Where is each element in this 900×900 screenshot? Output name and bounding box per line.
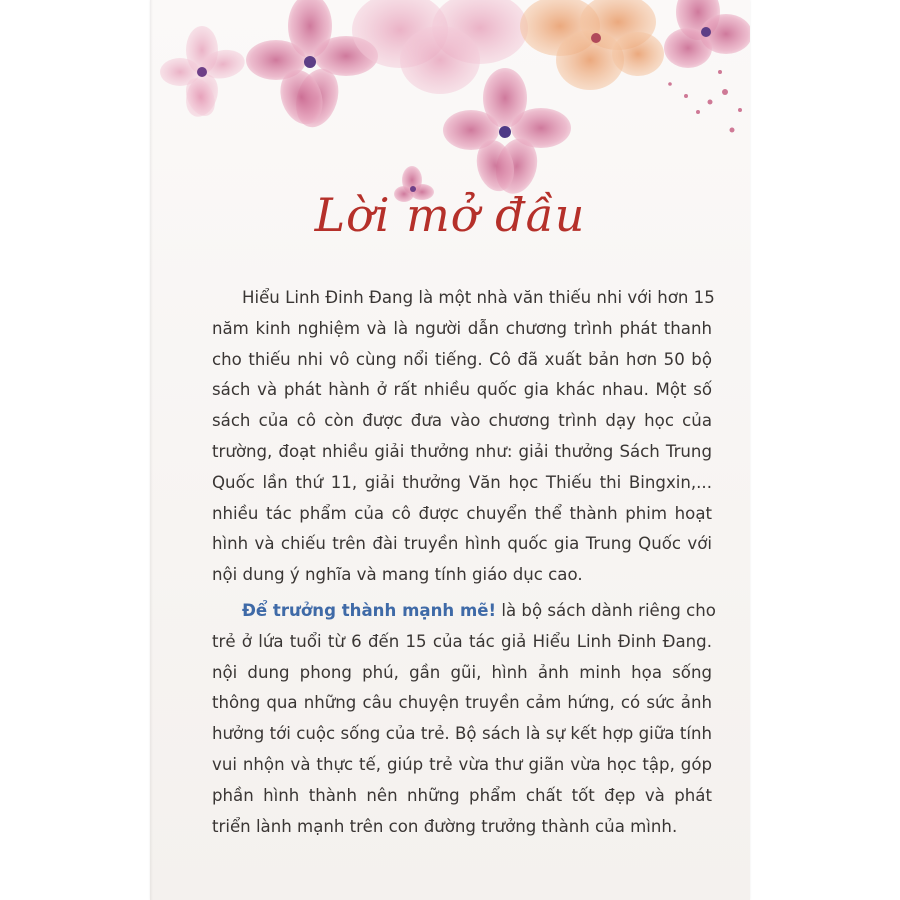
paragraph1-line: nhiều tác phẩm của cô được chuyển thể thành phim hoạt [212, 503, 712, 523]
paragraph1-line: hình và chiếu trên đài truyền hình quốc gia Trung Quốc với [212, 534, 712, 554]
paragraph1-line: Hiểu Linh Đinh Đang là một nhà văn thiếu nhi với hơn 15 [242, 288, 715, 307]
paragraph2-line: thông qua những câu chuyện truyền cảm hứng, có sức ảnh [212, 693, 712, 713]
paragraph2-line: nội dung phong phú, gần gũi, hình ảnh minh họa sống [212, 662, 712, 682]
paragraph2-line: hưởng tới cuộc sống của trẻ. Bộ sách là sự kết hợp giữa tính [212, 724, 712, 744]
paragraph2-first-line [212, 596, 716, 627]
paragraph2-first-line-rest: là bộ sách dành riêng cho [496, 600, 716, 620]
paragraph2-line: vui nhộn và thực tế, giúp trẻ vừa thư giãn vừa học tập, góp [212, 754, 712, 774]
paragraph1-line: sách và phát hành ở rất nhiều quốc gia khác nhau. Một số [212, 380, 712, 400]
paint-dots [668, 70, 742, 133]
body-text [212, 283, 716, 842]
paragraph1-line: trường, đoạt nhiều giải thưởng như: giải thưởng Sách Trung [212, 441, 712, 461]
book-series-title: Để trưởng thành mạnh mẽ! [242, 600, 497, 620]
paragraph2-line: trẻ ở lứa tuổi từ 6 đến 15 của tác giả Hiểu Linh Đinh Đang. [212, 631, 712, 651]
flower-small-left [160, 26, 247, 121]
flower-peach [520, 0, 664, 90]
paragraph2-line: phần hình thành nên những phẩm chất tốt đẹp và phát [212, 785, 712, 805]
page-title: Lời mở đầu [314, 188, 586, 242]
paragraph2-line: triển lành mạnh trên con đường trưởng thành của mình. [212, 816, 678, 836]
book-page [150, 0, 750, 900]
paragraph1-line: sách của cô còn được đưa vào chương trình dạy học của [212, 411, 712, 431]
paragraph1-line: nội dung ý nghĩa và mang tính giáo dục cao. [212, 565, 583, 585]
paragraph1-line: cho thiếu nhi vô cùng nổi tiếng. Cô đã xuất bản hơn 50 bộ [212, 349, 712, 369]
paragraph1-line: Quốc lần thứ 11, giải thưởng Văn học Thiếu thi Bingxin,... [212, 472, 712, 492]
paragraph1-line: năm kinh nghiệm và là người dẫn chương trình phát thanh [212, 318, 712, 338]
flower-right-pink [664, 0, 750, 68]
